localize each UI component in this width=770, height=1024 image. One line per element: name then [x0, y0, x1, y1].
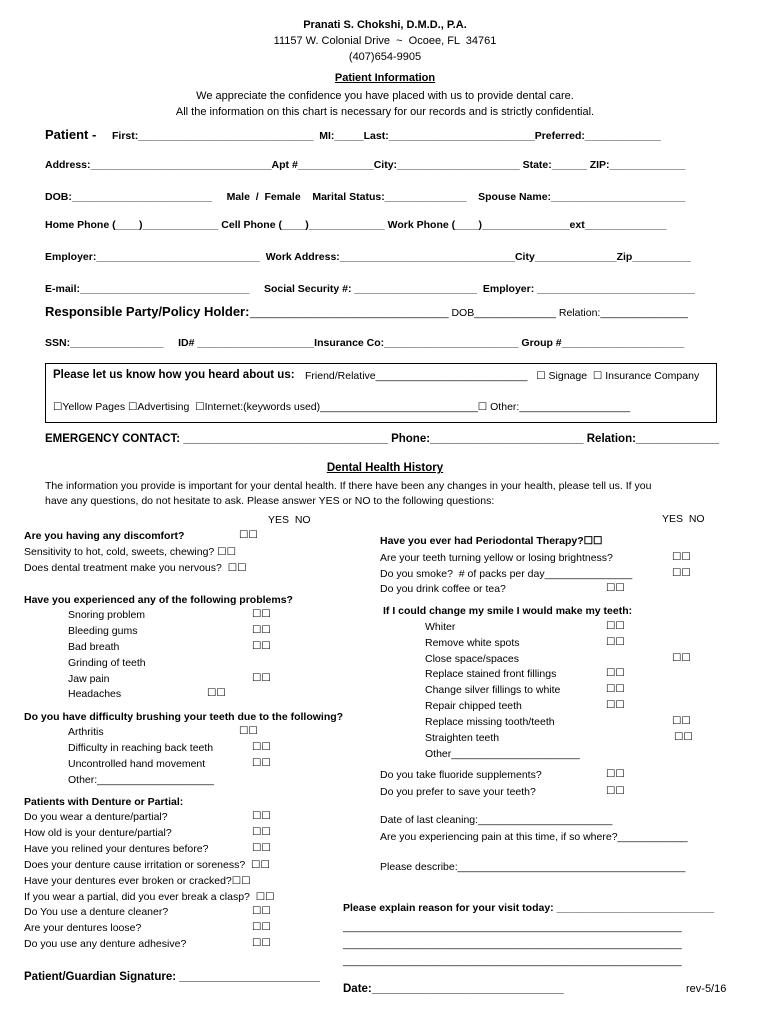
yes-no-checkboxes[interactable]: ☐☐: [606, 620, 625, 632]
question[interactable]: Do you smoke? # of packs per day_______________: [380, 568, 633, 580]
practice-address: 11157 W. Colonial Drive ~ Ocoee, FL 34761: [273, 35, 497, 47]
practice-phone: (407)654-9905: [348, 51, 422, 63]
question[interactable]: Have you ever had Periodontal Therapy?☐☐: [380, 535, 603, 547]
question: Close space/spaces: [425, 653, 519, 665]
question: Have you relined your dentures before?: [24, 843, 209, 855]
yes-no-checkboxes[interactable]: ☐☐: [252, 842, 271, 854]
question[interactable]: Does your denture cause irritation or soreness? ☐☐: [24, 859, 270, 871]
other-field[interactable]: Other______________________: [425, 748, 580, 760]
last-cleaning-field[interactable]: Date of last cleaning:_______________________: [380, 814, 613, 826]
email-ssn-fields[interactable]: E-mail:_____________________________ Social Security #: _____________________ Employer: ___________________________: [45, 283, 695, 295]
yes-no-checkboxes[interactable]: ☐☐: [606, 785, 625, 797]
question: Are your dentures loose?: [24, 922, 142, 934]
question: Bad breath: [68, 641, 120, 653]
question: Arthritis: [68, 726, 104, 738]
history-intro-2: have any questions, do not hesitate to ask. Please answer YES or NO to the following questions:: [45, 495, 495, 507]
section-title-patient-information: Patient Information: [334, 72, 436, 84]
intro-line-2: All the information on this chart is necessary for our records and is strictly confidential.: [175, 106, 595, 118]
visit-reason-line[interactable]: __________________________________________________________: [343, 938, 682, 950]
patient-label: Patient -: [45, 127, 97, 142]
yes-no-checkboxes[interactable]: ☐☐: [252, 672, 271, 684]
question: Do you take fluoride supplements?: [380, 769, 542, 781]
other-field[interactable]: Other:____________________: [68, 774, 214, 786]
phone-fields[interactable]: Home Phone (____)_____________ Cell Phone (____)_____________ Work Phone (____)_______________ext______________: [45, 219, 667, 231]
referral-options-row-1[interactable]: Friend/Relative__________________________ ☐ Signage ☐ Insurance Company: [305, 370, 700, 382]
yes-no-checkboxes[interactable]: ☐☐: [672, 551, 691, 563]
question[interactable]: Does dental treatment make you nervous? ☐☐: [24, 562, 247, 574]
question[interactable]: If you wear a partial, did you ever break a clasp? ☐☐: [24, 891, 275, 903]
yes-no-checkboxes[interactable]: ☐☐: [207, 687, 226, 699]
employer-fields[interactable]: Employer:____________________________ Work Address:______________________________City______________Zip__________: [45, 251, 691, 263]
patient-name-fields[interactable]: First:______________________________ MI:_____Last:_________________________Preferred:_____________: [112, 130, 661, 142]
question: Replace missing tooth/teeth: [425, 716, 555, 728]
question: Uncontrolled hand movement: [68, 758, 206, 770]
yes-no-checkboxes[interactable]: ☐☐: [606, 667, 625, 679]
yes-no-checkboxes[interactable]: ☐☐: [239, 725, 258, 737]
yes-no-checkboxes[interactable]: ☐☐: [252, 810, 271, 822]
yes-no-checkboxes[interactable]: ☐☐: [606, 683, 625, 695]
practice-name: Pranati S. Chokshi, D.M.D., P.A.: [303, 19, 467, 31]
yes-no-checkboxes[interactable]: ☐☐: [252, 905, 271, 917]
yes-no-checkboxes[interactable]: ☐☐: [672, 567, 691, 579]
question: Do You use a denture cleaner?: [24, 906, 169, 918]
yes-no-checkboxes[interactable]: ☐☐: [252, 921, 271, 933]
section-heading: Patients with Denture or Partial:: [24, 796, 184, 808]
question: Change silver fillings to white: [425, 684, 561, 696]
history-intro-1: The information you provide is important for your dental health. If there have been any changes in your health, please tell us. If you: [45, 480, 652, 492]
question[interactable]: Have your dentures ever broken or cracked?☐☐: [24, 875, 251, 887]
question: Jaw pain: [68, 673, 110, 685]
question: Whiter: [425, 621, 456, 633]
yes-no-checkboxes[interactable]: ☐☐: [252, 608, 271, 620]
revision-label: rev-5/16: [686, 983, 727, 995]
question: Grinding of teeth: [68, 657, 146, 669]
question: Bleeding gums: [68, 625, 138, 637]
yes-no-checkboxes[interactable]: ☐☐: [252, 624, 271, 636]
question[interactable]: Sensitivity to hot, cold, sweets, chewing? ☐☐: [24, 546, 237, 558]
yes-no-checkboxes[interactable]: ☐☐: [252, 757, 271, 769]
yes-no-checkboxes[interactable]: ☐☐: [606, 582, 625, 594]
describe-field[interactable]: Please describe:_______________________________________: [380, 861, 686, 873]
yes-no-checkboxes[interactable]: ☐☐: [252, 937, 271, 949]
referral-options-row-2[interactable]: ☐Yellow Pages ☐Advertising ☐Internet:(keywords used)___________________________☐ Other:___________________: [53, 401, 631, 413]
question: Do you wear a denture/partial?: [24, 811, 168, 823]
question: Do you use any denture adhesive?: [24, 938, 187, 950]
signature-field[interactable]: Patient/Guardian Signature: ______________________: [24, 971, 320, 983]
yes-no-checkboxes[interactable]: ☐☐: [252, 826, 271, 838]
question: Snoring problem: [68, 609, 146, 621]
question: Are you having any discomfort?: [24, 530, 185, 542]
section-heading: If I could change my smile I would make my teeth:: [383, 605, 633, 617]
section-heading: Do you have difficulty brushing your teeth due to the following?: [24, 711, 344, 723]
question: Do you drink coffee or tea?: [380, 583, 506, 595]
pain-field[interactable]: Are you experiencing pain at this time, if so where?____________: [380, 831, 688, 843]
section-title-dental-history: Dental Health History: [326, 462, 444, 474]
question: Do you prefer to save your teeth?: [380, 786, 536, 798]
emergency-contact-fields[interactable]: EMERGENCY CONTACT: ________________________________ Phone:________________________ Relation:_____________: [45, 433, 720, 445]
visit-reason-field[interactable]: Please explain reason for your visit today: ___________________________: [343, 902, 715, 914]
question: Are your teeth turning yellow or losing brightness?: [380, 552, 613, 564]
question: Repair chipped teeth: [425, 700, 522, 712]
yes-no-checkboxes[interactable]: ☐☐: [606, 699, 625, 711]
question: Remove white spots: [425, 637, 520, 649]
question: Difficulty in reaching back teeth: [68, 742, 214, 754]
responsible-party-label: Responsible Party/Policy Holder:: [45, 304, 250, 319]
yes-no-checkboxes[interactable]: ☐☐: [606, 636, 625, 648]
question: How old is your denture/partial?: [24, 827, 172, 839]
section-heading: Have you experienced any of the following problems?: [24, 594, 293, 606]
dob-fields[interactable]: DOB:________________________ Male / Female Marital Status:______________ Spouse Name:_______________________: [45, 191, 686, 203]
visit-reason-line[interactable]: __________________________________________________________: [343, 955, 682, 967]
visit-reason-line[interactable]: __________________________________________________________: [343, 921, 682, 933]
yes-no-checkboxes[interactable]: ☐☐: [672, 652, 691, 664]
yes-no-checkboxes[interactable]: ☐☐: [252, 640, 271, 652]
question: Replace stained front fillings: [425, 668, 557, 680]
yes-no-checkboxes[interactable]: ☐☐: [674, 731, 693, 743]
date-field[interactable]: Date:______________________________: [343, 983, 564, 995]
yes-no-header-left: YES NO: [268, 514, 311, 526]
question: Straighten teeth: [425, 732, 500, 744]
yes-no-checkboxes[interactable]: ☐☐: [672, 715, 691, 727]
question: Headaches: [68, 688, 122, 700]
referral-label: Please let us know how you heard about us:: [53, 369, 295, 381]
yes-no-checkboxes[interactable]: ☐☐: [252, 741, 271, 753]
yes-no-header-right: YES NO: [662, 513, 705, 525]
intro-line-1: We appreciate the confidence you have placed with us to provide dental care.: [196, 90, 574, 102]
responsible-party-fields[interactable]: __________________________________ DOB______________ Relation:_______________: [250, 307, 688, 319]
yes-no-checkboxes[interactable]: ☐☐: [606, 768, 625, 780]
insurance-fields[interactable]: SSN:________________ ID# ____________________Insurance Co:_______________________ Group #_____________________: [45, 337, 685, 349]
address-fields[interactable]: Address:_______________________________Apt #_____________City:_____________________ State:______ ZIP:_____________: [45, 159, 686, 171]
yes-no-checkboxes[interactable]: ☐☐: [239, 529, 258, 541]
